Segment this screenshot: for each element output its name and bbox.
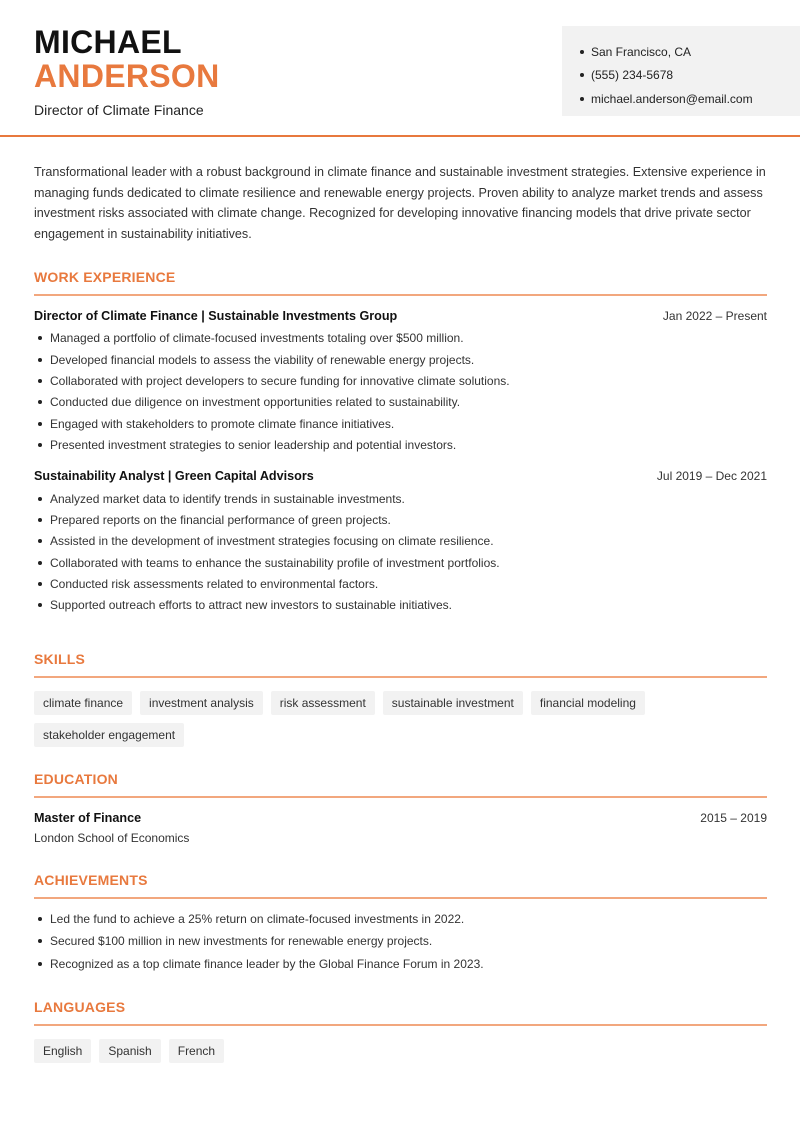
section-title-education: EDUCATION (34, 771, 118, 787)
job-dates: Jul 2019 – Dec 2021 (656, 468, 767, 483)
bullet-icon (580, 50, 584, 54)
bullet-icon (38, 518, 42, 522)
skills-section (34, 651, 767, 747)
job-bullets (34, 328, 767, 456)
bullet-icon (38, 497, 42, 501)
bullet-icon (38, 358, 42, 362)
list-item: Collaborated with project developers to secure funding for innovative climate solutions. (34, 370, 767, 391)
skill-tag: financial modeling (531, 691, 645, 715)
education-section (34, 771, 767, 845)
section-divider (34, 676, 767, 678)
bullet-icon (38, 379, 42, 383)
bullet-icon (580, 73, 584, 77)
list-item: Conducted due diligence on investment opportunities related to sustainability. (34, 392, 767, 413)
bullet-icon (38, 917, 42, 921)
list-item: Assisted in the development of investment strategies focusing on climate resilience. (34, 531, 767, 552)
section-title-skills: SKILLS (34, 651, 85, 667)
bullet-icon (38, 939, 42, 943)
language-tag: Spanish (99, 1039, 160, 1063)
skill-tag: stakeholder engagement (34, 723, 184, 747)
skill-tag: sustainable investment (383, 691, 523, 715)
section-divider (34, 897, 767, 899)
list-item: Led the fund to achieve a 25% return on climate-focused investments in 2022. (34, 908, 767, 931)
language-tag: English (34, 1039, 91, 1063)
list-item: Analyzed market data to identify trends in sustainable investments. (34, 488, 767, 509)
job-entry (34, 309, 767, 456)
bullet-icon (38, 422, 42, 426)
education-entry (34, 811, 767, 845)
job-role: Sustainability Analyst | Green Capital Advisors (34, 468, 314, 483)
language-tags (34, 1039, 767, 1063)
bullet-icon (38, 336, 42, 340)
skill-tag: risk assessment (271, 691, 375, 715)
contact-location: San Francisco, CA (580, 40, 800, 64)
achievements-list (34, 908, 767, 976)
job-dates: Jan 2022 – Present (662, 308, 767, 323)
job-role: Director of Climate Finance | Sustainable Investments Group (34, 308, 398, 323)
contact-phone: (555) 234-5678 (580, 64, 800, 88)
skills-tags (34, 691, 767, 747)
last-name: ANDERSON (34, 58, 220, 94)
bullet-icon (38, 443, 42, 447)
list-item: Supported outreach efforts to attract new investors to sustainable initiatives. (34, 595, 767, 616)
resume-body (34, 162, 767, 1058)
section-title-work: WORK EXPERIENCE (34, 269, 176, 285)
section-title-languages: LANGUAGES (34, 999, 126, 1015)
bullet-icon (38, 539, 42, 543)
list-item: Engaged with stakeholders to promote climate finance initiatives. (34, 413, 767, 434)
job-bullets (34, 488, 767, 616)
achievements-section (34, 872, 767, 975)
list-item: Recognized as a top climate finance leader by the Global Finance Forum in 2023. (34, 953, 767, 976)
resume-header (0, 0, 800, 137)
education-dates: 2015 – 2019 (700, 810, 767, 825)
contact-box (562, 26, 800, 116)
list-item: Presented investment strategies to senior leadership and potential investors. (34, 434, 767, 455)
work-section (34, 269, 767, 616)
degree: Master of Finance (34, 810, 142, 825)
list-item: Secured $100 million in new investments for renewable energy projects. (34, 930, 767, 953)
languages-section (34, 999, 767, 1063)
section-divider (34, 1024, 767, 1026)
list-item: Conducted risk assessments related to environmental factors. (34, 573, 767, 594)
school: London School of Economics (34, 830, 190, 845)
skill-tag: climate finance (34, 691, 132, 715)
job-entry (34, 469, 767, 616)
contact-email: michael.anderson@email.com (580, 87, 800, 111)
bullet-icon (38, 582, 42, 586)
list-item: Prepared reports on the financial performance of green projects. (34, 509, 767, 530)
bullet-icon (38, 561, 42, 565)
summary: Transformational leader with a robust background in climate finance and sustainable investment strategies. Extensive experience in managing funds dedicated to climate resilience and renewable energy projects. Proven ability to analyze market trends and assess investment risks associated with climate change. Recognized for developing innovative financing models that drive private sector engagement in sustainability initiatives. (34, 165, 766, 242)
name-block (34, 26, 220, 118)
section-title-achievements: ACHIEVEMENTS (34, 872, 148, 888)
list-item: Developed financial models to assess the viability of renewable energy projects. (34, 349, 767, 370)
list-item: Managed a portfolio of climate-focused investments totaling over $500 million. (34, 328, 767, 349)
skill-tag: investment analysis (140, 691, 263, 715)
bullet-icon (38, 603, 42, 607)
list-item: Collaborated with teams to enhance the sustainability profile of investment portfolios. (34, 552, 767, 573)
bullet-icon (580, 97, 584, 101)
bullet-icon (38, 400, 42, 404)
first-name: MICHAEL (34, 24, 182, 60)
section-divider (34, 796, 767, 798)
job-title: Director of Climate Finance (34, 102, 204, 118)
bullet-icon (38, 962, 42, 966)
language-tag: French (169, 1039, 224, 1063)
section-divider (34, 294, 767, 296)
